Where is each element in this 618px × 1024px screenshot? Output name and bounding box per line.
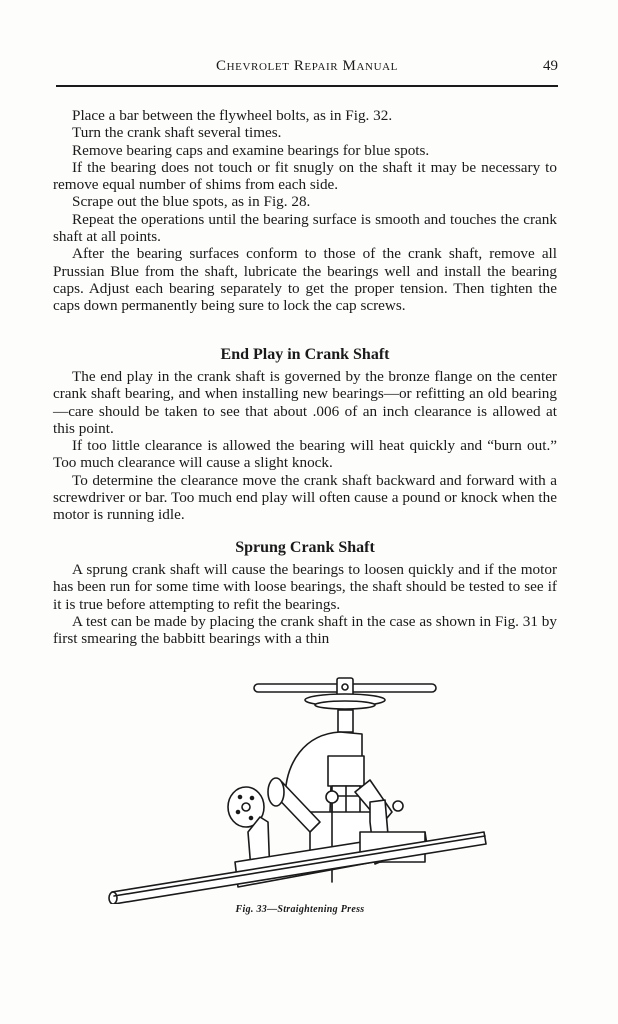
paragraph: A sprung crank shaft will cause the bearings to loosen quickly and if the motor has been run for some time with loose bearings, the shaft should be tested to see if it is true before attempting to refit the bearings. [53, 561, 557, 613]
page-number: 49 [543, 58, 558, 74]
straightening-press-illustration [100, 672, 500, 904]
paragraph: Place a bar between the flywheel bolts, as in Fig. 32. [72, 107, 393, 124]
paragraph: If too little clearance is allowed the bearing will heat quickly and “burn out.” Too much clearance will cause a slight knock. [53, 437, 557, 472]
sprung-crank-shaft-text-block [53, 561, 557, 647]
running-head [56, 58, 558, 80]
paragraph: Turn the crank shaft several times. [72, 124, 282, 142]
paragraph: Repeat the operations until the bearing surface is smooth and touches the crank shaft at all points. [53, 210, 557, 246]
section-heading-sprung-crank-shaft: Sprung Crank Shaft [235, 539, 375, 556]
intro-text-block [53, 107, 557, 315]
figure-caption: Fig. 33—Straightening Press [235, 904, 365, 915]
section-heading-end-play: End Play in Crank Shaft [220, 346, 390, 363]
paragraph: Scrape out the blue spots, as in Fig. 28. [72, 193, 311, 211]
straightening-press-figure [100, 672, 500, 904]
paragraph: After the bearing surfaces conform to those of the crank shaft, remove all Prussian Blue from the shaft, lubricate the bearings well and install the bearing caps. Adjust each bearing separately to get the proper tension. Then tighten the caps down permanently being sure to lock the cap screws. [53, 245, 557, 315]
paragraph: The end play in the crank shaft is governed by the bronze flange on the center crank shaft bearing, and when installing new bearings—or refitting an old bearing—care should be taken to see that about .006 of an inch clearance is allowed at this point. [53, 368, 557, 437]
end-play-text-block [53, 368, 557, 524]
paragraph: Remove bearing caps and examine bearings for blue spots. [72, 141, 430, 159]
paragraph: To determine the clearance move the crank shaft backward and forward with a screwdriver or bar. Too much end play will often cause a pound or knock when the motor is running idle. [53, 471, 557, 524]
paragraph: A test can be made by placing the crank shaft in the case as shown in Fig. 31 by first smearing the babbitt bearings with a thin [53, 612, 557, 648]
running-title: Chevrolet Repair Manual [216, 58, 398, 74]
paragraph: If the bearing does not touch or fit snugly on the shaft it may be necessary to remove equal number of shims from each side. [53, 158, 557, 194]
header-rule [56, 85, 558, 87]
